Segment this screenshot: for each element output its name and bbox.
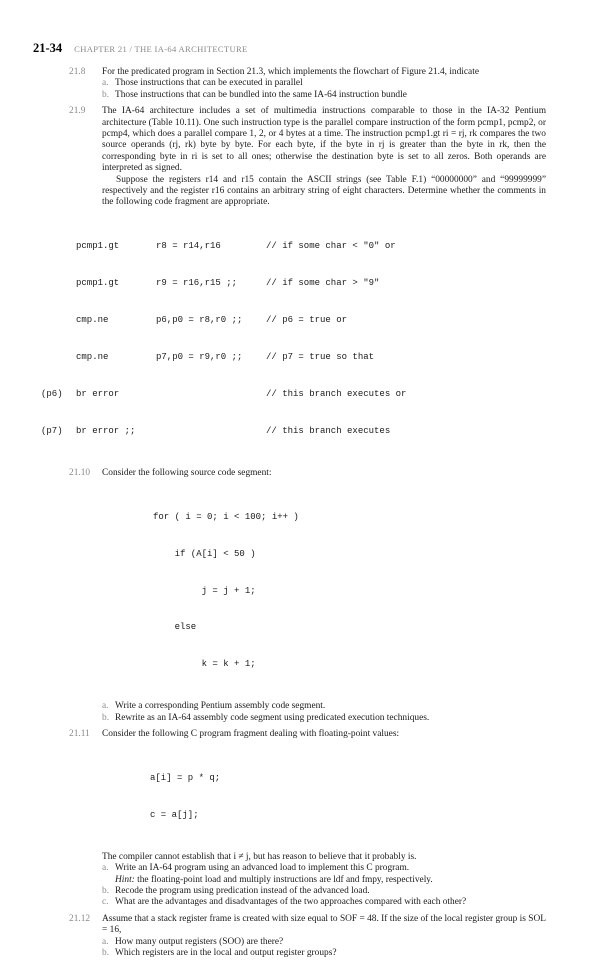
running-header bbox=[33, 39, 573, 55]
item-letter: a. bbox=[102, 936, 109, 947]
code-line: (p7) br error ;; // this branch executes bbox=[41, 425, 391, 436]
problem-text: Assume that a stack register frame is created with size equal to SOF = 48. If the size of the local register group is SOL = 16, bbox=[102, 913, 546, 936]
code-line: (p6) br error // this branch executes or bbox=[41, 389, 407, 400]
problem-number: 21.10 bbox=[69, 467, 91, 478]
problem-21-9 bbox=[41, 106, 546, 462]
sub-item-c bbox=[102, 897, 546, 908]
problem-text: Consider the following C program fragment dealing with floating-point values: bbox=[102, 729, 400, 740]
problem-21-10 bbox=[69, 467, 546, 724]
problem-text: For the predicated program in Section 21.3, which implements the flowchart of Figure 21.4, indicate bbox=[102, 67, 479, 77]
problem-followup: The compiler cannot establish that i ≠ j, but has reason to believe that it probably is. bbox=[102, 851, 417, 862]
item-text: Write an IA-64 program using an advanced load to implement this C program. bbox=[115, 863, 410, 874]
item-text: Recode the program using predication instead of the advanced load. bbox=[115, 886, 370, 897]
problem-number: 21.11 bbox=[69, 729, 90, 740]
sub-item-a bbox=[102, 863, 546, 886]
code-line: pcmp1.gt r9 = r16,r15 ;; // if some char > "9" bbox=[76, 278, 380, 289]
code-line: c = a[j]; bbox=[150, 809, 199, 820]
code-line: for ( i = 0; i < 100; i++ ) bbox=[153, 511, 299, 522]
item-letter: a. bbox=[102, 701, 109, 712]
item-text: Those instructions that can be bundled into the same IA-64 instruction bundle bbox=[115, 89, 407, 100]
problem-text: Consider the following source code segment: bbox=[102, 467, 272, 478]
sub-item-b bbox=[102, 90, 546, 101]
item-letter: a. bbox=[102, 863, 109, 874]
problem-21-11 bbox=[69, 729, 546, 909]
item-letter: b. bbox=[102, 886, 110, 897]
item-text: Which registers are in the local and output register groups? bbox=[115, 948, 337, 959]
item-text: Write a corresponding Pentium assembly code segment. bbox=[115, 701, 326, 712]
problem-number: 21.12 bbox=[69, 913, 91, 924]
problem-21-12 bbox=[69, 913, 546, 960]
problem-paragraph-2: Suppose the registers r14 and r15 contain the ASCII strings (see Table F.1) “00000000” and “99999999” respectively and the register r16 contains an arbitrary string of eight characters. Determine whether the comments in the following code fragment are appropriate. bbox=[102, 174, 546, 208]
code-line: cmp.ne p6,p0 = r8,r0 ;; // p6 = true or bbox=[76, 315, 348, 326]
code-line: if (A[i] < 50 ) bbox=[153, 548, 256, 559]
sub-item-a bbox=[102, 78, 546, 89]
code-line: a[i] = p * q; bbox=[150, 773, 221, 784]
code-line: j = j + 1; bbox=[153, 585, 256, 596]
code-line: else bbox=[153, 622, 197, 633]
problem-number: 21.8 bbox=[69, 67, 86, 77]
problem-paragraph-1: The IA-64 architecture includes a set of multimedia instructions comparable to those in the IA-32 Pentium architecture (Table 10.11). One such instruction type is the parallel compare instruction of the form pcmp1, pcmp2, or pcmp4, which does a parallel compare 1, 2, or 4 bytes at a time. The instruction pcmp1.gt ri = rj, rk compares the two source operands (rj, rk) byte by byte. For each byte, if the byte in rj is greater than the byte in rk, then the corresponding byte in ri is set to all ones; otherwise the destination byte is set to all zeros. Both operands are interpreted as signed. bbox=[102, 106, 546, 174]
item-letter: a. bbox=[102, 78, 109, 89]
item-letter: c. bbox=[102, 897, 109, 908]
hint-text: the floating-point load and multiply instructions are ldf and fmpy, respectively. bbox=[137, 874, 433, 885]
problem-number: 21.9 bbox=[69, 106, 86, 117]
item-letter: b. bbox=[102, 712, 110, 723]
item-letter: b. bbox=[102, 89, 110, 100]
assembly-code-block bbox=[41, 216, 546, 462]
problem-list bbox=[41, 67, 546, 965]
c-code-block bbox=[150, 747, 546, 845]
item-text: How many output registers (SOO) are there? bbox=[115, 936, 284, 947]
item-text: What are the advantages and disadvantages of the two approaches compared with each other? bbox=[115, 897, 467, 908]
problem-21-8 bbox=[69, 67, 546, 101]
code-line: pcmp1.gt r8 = r14,r16 // if some char < "0" or bbox=[76, 241, 396, 252]
sub-item-b bbox=[102, 948, 546, 959]
hint-label: Hint: bbox=[115, 874, 135, 885]
source-code-block bbox=[153, 486, 546, 695]
sub-item-b bbox=[102, 886, 546, 897]
item-letter: b. bbox=[102, 948, 110, 959]
sub-item-a bbox=[102, 701, 546, 712]
item-text: Those instructions that can be executed in parallel bbox=[115, 78, 303, 89]
sub-item-a bbox=[102, 937, 546, 948]
sub-item-b bbox=[102, 713, 546, 724]
code-line: k = k + 1; bbox=[153, 659, 256, 670]
chapter-title: CHAPTER 21 / THE IA-64 ARCHITECTURE bbox=[74, 44, 248, 54]
item-text: Rewrite as an IA-64 assembly code segment using predicated execution techniques. bbox=[115, 712, 430, 723]
page-number: 21-34 bbox=[33, 41, 63, 55]
code-line: cmp.ne p7,p0 = r9,r0 ;; // p7 = true so that bbox=[76, 352, 375, 363]
